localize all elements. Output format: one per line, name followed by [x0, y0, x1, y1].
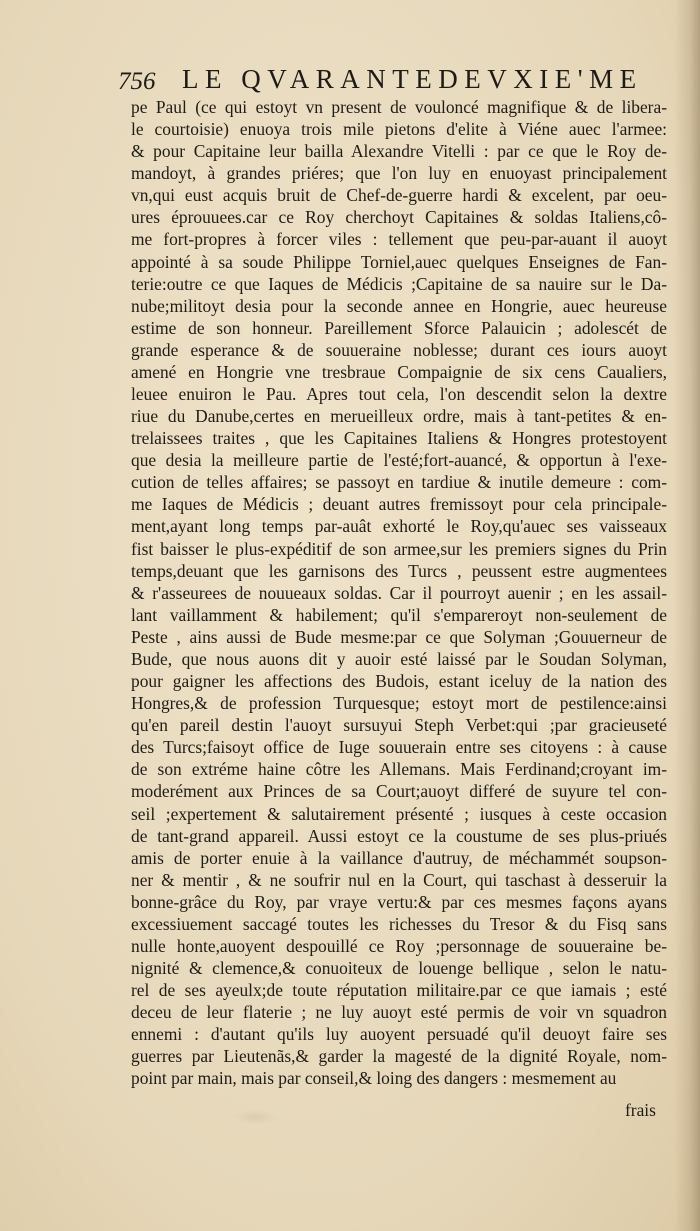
text-line: & r'asseurees de nouueaux soldas. Car il pourroyt auenir ; en les assail- — [131, 582, 667, 603]
text-line: moderément aux Princes de sa Court;auoyt differé de suyure tel con- — [131, 781, 667, 802]
text-line: trelaissees traites , que les Capitaines Italiens & Hongres protestoyent — [131, 428, 667, 449]
text-line: me fort-propres à forcer viles : tellement que peu-par-auant il auoyt — [131, 229, 667, 250]
text-line: ennemi : d'autant qu'ils luy auoyent persuadé qu'il deuoyt faire ses — [131, 1024, 667, 1045]
text-line: estime de son honneur. Pareillement Sforce Palauicin ; adolescét de — [131, 317, 667, 338]
text-line: nignité & clemence,& conuoiteux de louenge bellique , selon le natu- — [131, 958, 667, 979]
catchword: frais — [625, 1100, 656, 1120]
text-line: lant vaillamment & habilement; qu'il s'empareroyt non-seulement de — [131, 604, 667, 625]
text-line: riue du Danube,certes en merueilleux ordre, mais à tant-petites & en- — [131, 406, 667, 427]
text-line: rel de ses ayeulx;de toute réputation militaire.par ce que iamais ; esté — [131, 980, 667, 1001]
text-line: amis de porter enuie à la vaillance d'autruy, de méchammét soupson- — [131, 847, 667, 868]
text-line: temps,deuant que les garnisons des Turcs , peussent estre augmentees — [131, 560, 667, 581]
text-line: fist baisser le plus-expéditif de son armee,sur les premiers signes du Prin — [131, 538, 667, 559]
text-line: vn,qui eust acquis bruit de Chef-de-guerre hardi & excelent, par oeu- — [131, 185, 667, 206]
text-line: point par main, mais par conseil,& loing des dangers : mesmement au — [131, 1068, 617, 1089]
text-line: nulle honte,auoyent despouillé ce Roy ;personnage de souueraine be- — [131, 935, 667, 956]
text-line: grande esperance & de souueraine noblesse; durant ces iours auoyt — [131, 339, 667, 360]
text-line: Hongres,& de profession Turquesque; estoyt mort de pestilence:ainsi — [131, 693, 667, 714]
page-header — [118, 60, 643, 95]
text-line: appointé à sa soude Philippe Torniel,auec quelques Enseignes de Fan- — [131, 251, 667, 272]
text-line: ures éprouuees.car ce Roy cherchoyt Capitaines & soldas Italiens,cô- — [131, 207, 667, 228]
text-line: & pour Capitaine leur bailla Alexandre Vitelli : par ce que le Roy de- — [131, 141, 667, 162]
text-line: ment,ayant long temps par-auât exhorté le Roy,qu'auec ses vaisseaux — [131, 516, 667, 537]
text-line: le courtoisie) enuoya trois mile pietons d'elite à Viéne auec l'armee: — [131, 119, 667, 140]
text-line: de son extréme haine côtre les Allemans. Mais Ferdinand;croyant im- — [131, 759, 667, 780]
text-line: cution de telles affaires; se passoyt en tardiue & inutile demeure : com- — [131, 472, 667, 493]
text-line: que desia la meilleure partie de l'esté;fort-auancé, & opportun à l'exe- — [131, 450, 667, 471]
paper-stain — [232, 1110, 278, 1124]
text-line: mandoyt, à grandes priéres; que l'on luy en enuoyast principalement — [131, 163, 667, 184]
running-head: LE QVARANTEDEVXIE'ME — [182, 64, 643, 94]
text-line: excessiuement saccagé toutes les richesses du Tresor & du Fisq sans — [131, 913, 667, 934]
text-line: nube;militoyt desia pour la seconde annee en Hongrie, auec heureuse — [131, 295, 667, 316]
text-line: pour gaigner les affections des Budois, estant iceluy de la nation des — [131, 671, 667, 692]
text-line: pe Paul (ce qui estoyt vn present de vouloncé magnifique & de libera- — [131, 97, 667, 117]
text-line: guerres par Lieutenãs,& garder la magesté de la dignité Royale, nom- — [131, 1046, 667, 1067]
text-line: leuee enuiron le Pau. Apres tout cela, l'on descendit selon la dextre — [131, 384, 667, 405]
text-line: seil ;expertement & salutairement présenté ; iusques à ceste occasion — [131, 803, 667, 824]
text-line: amené en Hongrie vne tresbraue Compaignie de six cens Caualiers, — [131, 361, 667, 382]
body-text — [131, 96, 667, 1090]
page-gutter-shadow — [674, 0, 700, 1231]
page-number: 756 — [118, 68, 156, 95]
text-line: bonne-grâce du Roy, par vraye vertu:& par ces mesmes façons ayans — [131, 891, 667, 912]
text-line: des Turcs;faisoyt office de Iuge souuerain entre ses citoyens : à cause — [131, 737, 667, 758]
text-line: ner & mentir , & ne soufrir nul en la Court, qui taschast à desseruir la — [131, 869, 667, 890]
text-line: de tant-grand appareil. Aussi estoyt ce la coustume de ses plus-priués — [131, 825, 667, 846]
text-line: Peste , ains aussi de Bude mesme:par ce que Solyman ;Gouuerneur de — [131, 626, 667, 647]
text-line: qu'en pareil destin l'auoyt sursuyui Steph Verbet:qui ;par gracieuseté — [131, 715, 667, 736]
text-line: me Iaques de Médicis ; deuant autres fremissoyt pour cela principale- — [131, 494, 667, 515]
text-line: deceu de leur flaterie ; ne luy auoyt esté permis de voir vn squadron — [131, 1002, 667, 1023]
text-line: terie:outre ce que Iaques de Médicis ;Capitaine de sa nauire sur le Da- — [131, 273, 667, 294]
text-line: Bude, que nous auons dit y auoir esté laissé par le Soudan Solyman, — [131, 648, 667, 669]
